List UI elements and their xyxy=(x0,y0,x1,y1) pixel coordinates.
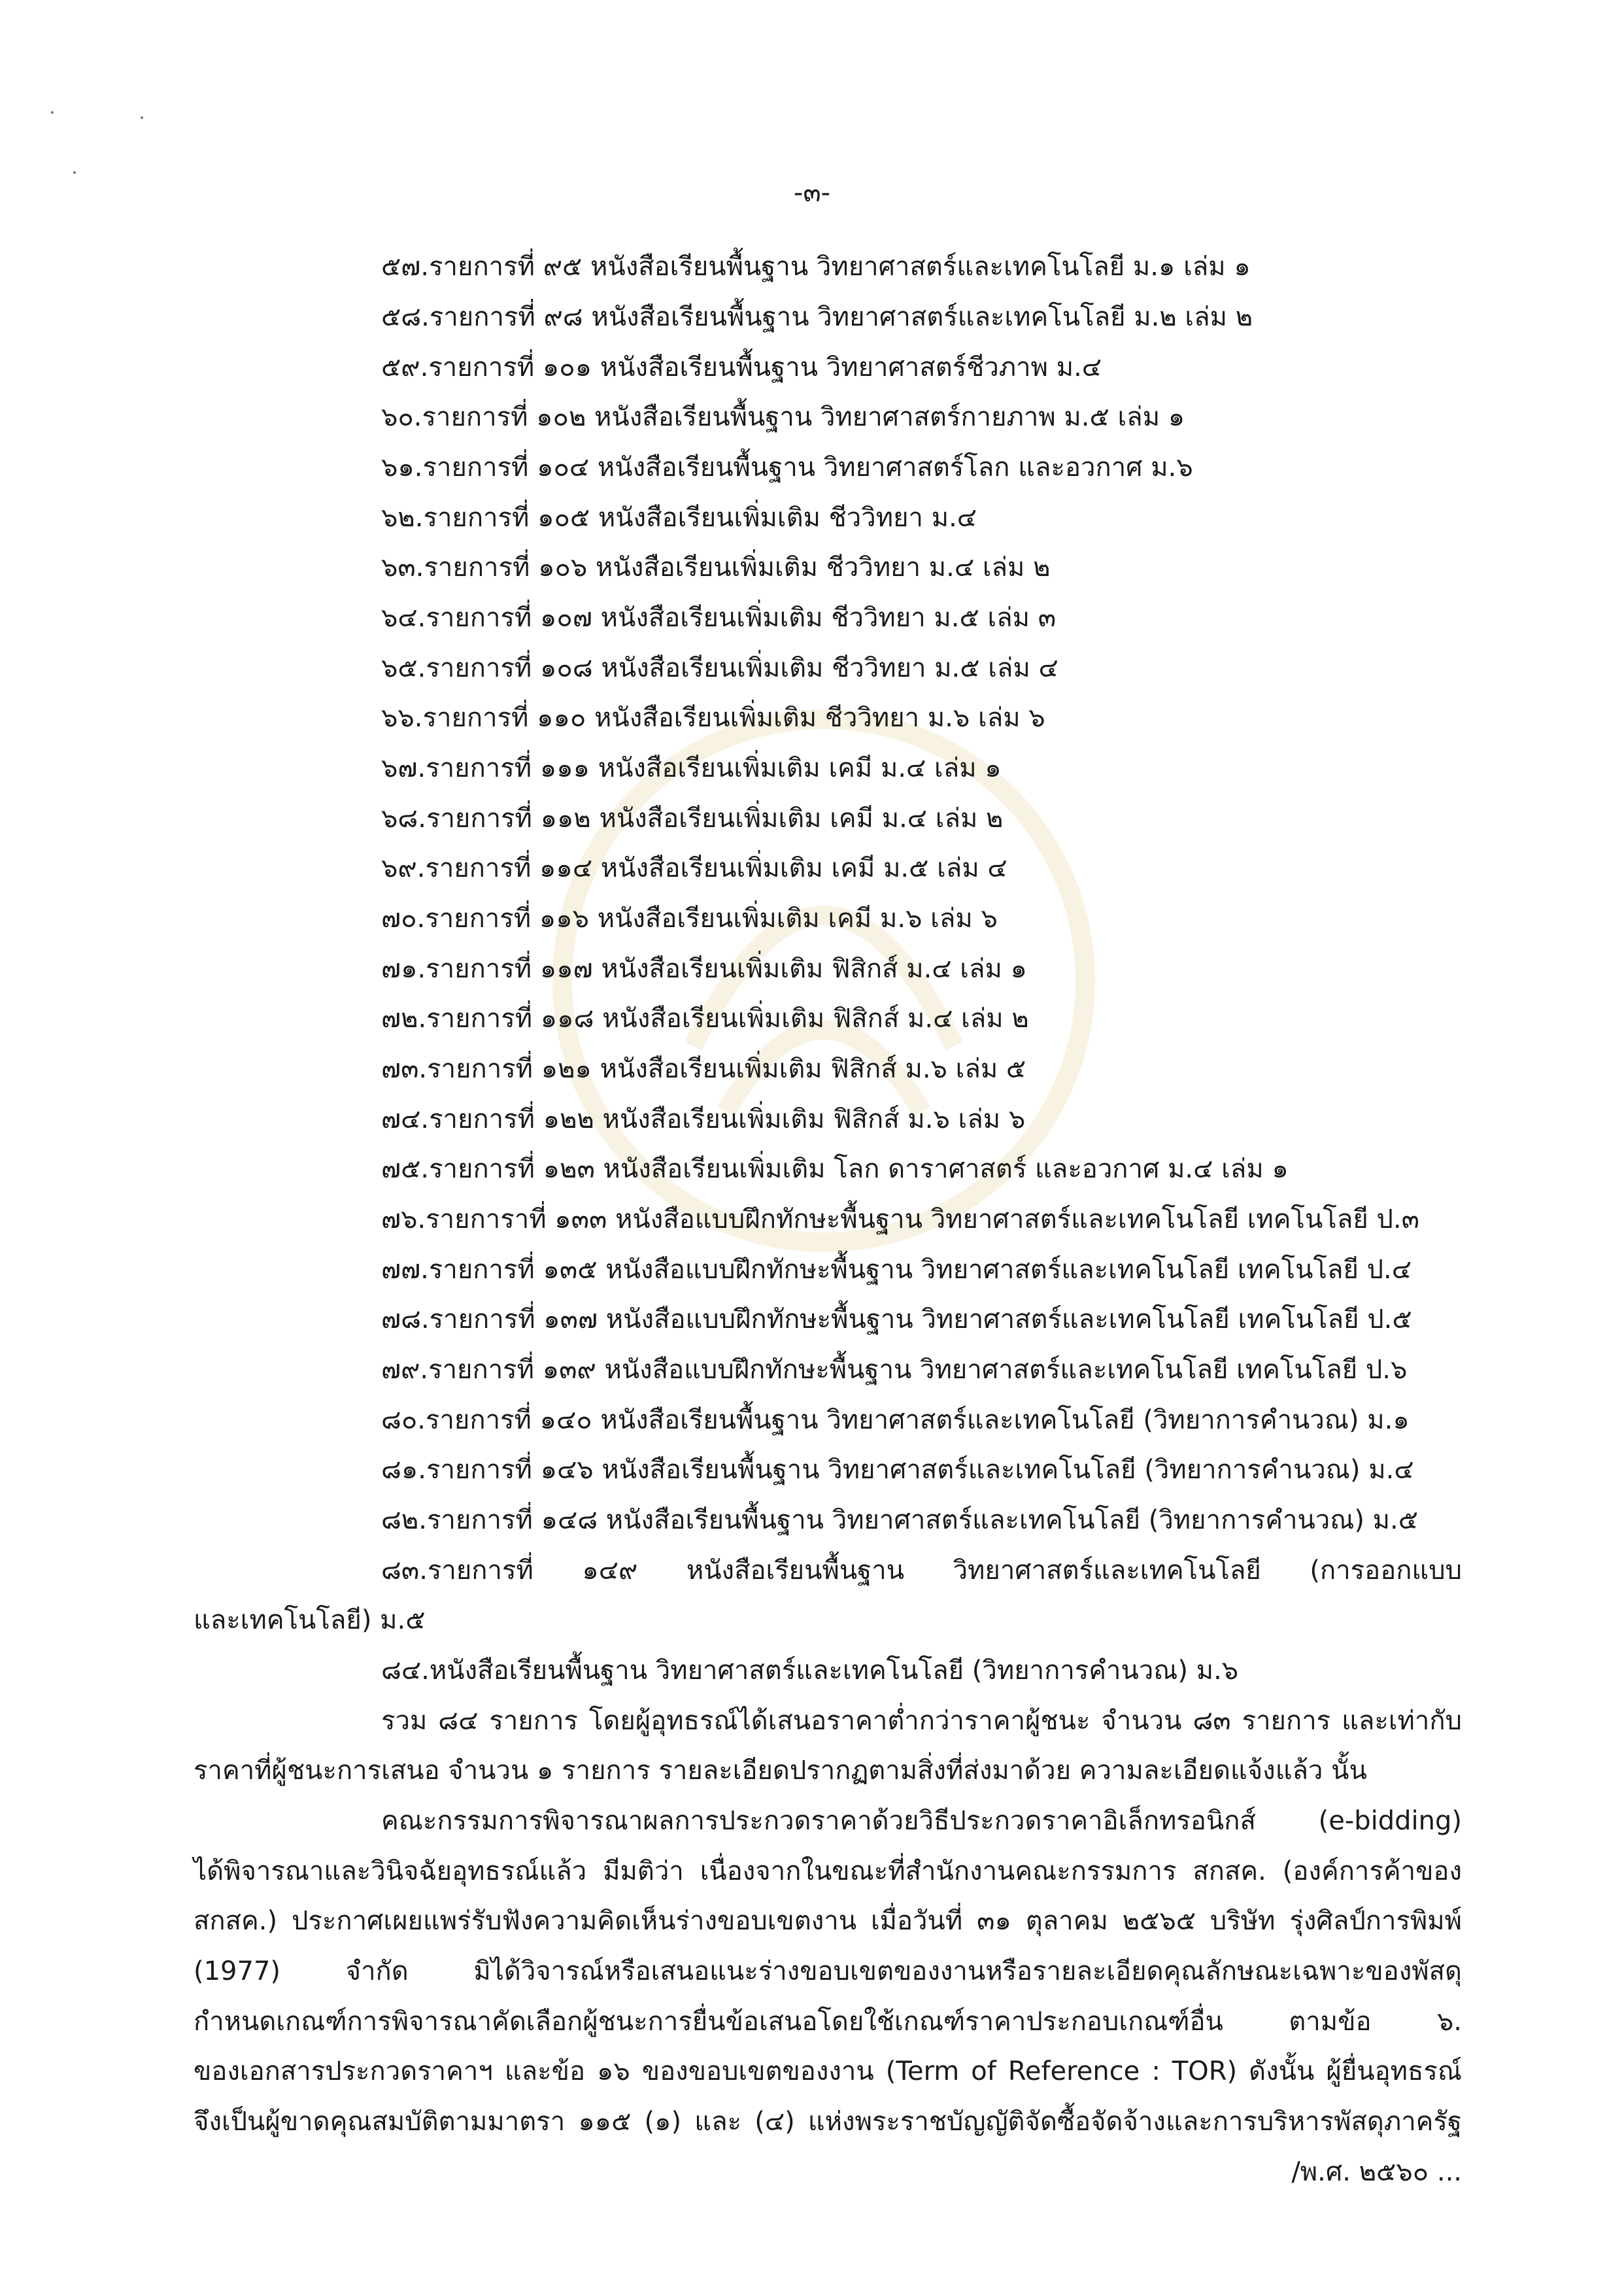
list-item: ๖๓.รายการที่ ๑๐๖ หนังสือเรียนเพิ่มเติม ชีววิทยา ม.๔ เล่ม ๒ xyxy=(381,552,1051,583)
list-item: ๘๐.รายการที่ ๑๔๐ หนังสือเรียนพื้นฐาน วิทยาศาสตร์และเทคโนโลยี (วิทยาการคำนวณ) ม.๑ xyxy=(381,1405,1410,1435)
list-item: ๗๐.รายการที่ ๑๑๖ หนังสือเรียนเพิ่มเติม เคมี ม.๖ เล่ม ๖ xyxy=(381,904,998,934)
decision-line: ของเอกสารประกวดราคาฯ และข้อ ๑๖ ของขอบเขตของงาน (Term of Reference : TOR) ดังนั้น ผู้ยื่นอุทธรณ์ xyxy=(194,2056,1462,2086)
list-item: ๗๕.รายการที่ ๑๒๓ หนังสือเรียนเพิ่มเติม โลก ดาราศาสตร์ และอวกาศ ม.๔ เล่ม ๑ xyxy=(381,1154,1289,1184)
list-item: ๗๔.รายการที่ ๑๒๒ หนังสือเรียนเพิ่มเติม ฟิสิกส์ ม.๖ เล่ม ๖ xyxy=(381,1104,1026,1134)
list-item: ๖๙.รายการที่ ๑๑๔ หนังสือเรียนเพิ่มเติม เคมี ม.๕ เล่ม ๔ xyxy=(381,853,1007,883)
decision-line: จึงเป็นผู้ขาดคุณสมบัติตามมาตรา ๑๑๕ (๑) และ (๔) แห่งพระราชบัญญัติจัดซื้อจัดจ้างและการบริหารพัสดุภาครัฐ xyxy=(194,2107,1462,2137)
scan-speck xyxy=(141,116,143,119)
list-item: ๖๗.รายการที่ ๑๑๑ หนังสือเรียนเพิ่มเติม เคมี ม.๔ เล่ม ๑ xyxy=(381,753,1002,783)
decision-line: กำหนดเกณฑ์การพิจารณาคัดเลือกผู้ชนะการยื่นข้อเสนอโดยใช้เกณฑ์ราคาประกอบเกณฑ์อื่น ตามข้อ ๖. xyxy=(194,2007,1462,2037)
list-item: ๗๑.รายการที่ ๑๑๗ หนังสือเรียนเพิ่มเติม ฟิสิกส์ ม.๔ เล่ม ๑ xyxy=(381,954,1027,984)
list-item: ๗๖.รายการาที่ ๑๓๓ หนังสือแบบฝึกทักษะพื้นฐาน วิทยาศาสตร์และเทคโนโลยี เทคโนโลยี ป.๓ xyxy=(381,1204,1419,1234)
list-item-84: ๘๔.หนังสือเรียนพื้นฐาน วิทยาศาสตร์และเทคโนโลยี (วิทยาการคำนวณ) ม.๖ xyxy=(381,1656,1239,1686)
list-item: ๘๑.รายการที่ ๑๔๖ หนังสือเรียนพื้นฐาน วิทยาศาสตร์และเทคโนโลยี (วิทยาการคำนวณ) ม.๔ xyxy=(381,1455,1414,1485)
list-item: ๖๒.รายการที่ ๑๐๕ หนังสือเรียนเพิ่มเติม ชีววิทยา ม.๔ xyxy=(381,503,977,533)
list-item: ๖๐.รายการที่ ๑๐๒ หนังสือเรียนพื้นฐาน วิทยาศาสตร์กายภาพ ม.๕ เล่ม ๑ xyxy=(381,402,1185,432)
list-item: ๖๕.รายการที่ ๑๐๘ หนังสือเรียนเพิ่มเติม ชีววิทยา ม.๕ เล่ม ๔ xyxy=(381,653,1058,683)
list-item: ๕๙.รายการที่ ๑๐๑ หนังสือเรียนพื้นฐาน วิทยาศาสตร์ชีวภาพ ม.๔ xyxy=(381,352,1102,382)
list-item: ๖๔.รายการที่ ๑๐๗ หนังสือเรียนเพิ่มเติม ชีววิทยา ม.๕ เล่ม ๓ xyxy=(381,603,1057,633)
summary-line: รวม ๘๔ รายการ โดยผู้อุทธรณ์ได้เสนอราคาต่ำกว่าราคาผู้ชนะ จำนวน ๘๓ รายการ และเท่ากับ xyxy=(381,1706,1462,1736)
list-item: ๗๒.รายการที่ ๑๑๘ หนังสือเรียนเพิ่มเติม ฟิสิกส์ ม.๔ เล่ม ๒ xyxy=(381,1004,1029,1034)
list-item: ๘๒.รายการที่ ๑๔๘ หนังสือเรียนพื้นฐาน วิทยาศาสตร์และเทคโนโลยี (วิทยาการคำนวณ) ม.๕ xyxy=(381,1505,1419,1535)
list-item-83-line2: และเทคโนโลยี) ม.๕ xyxy=(194,1605,426,1635)
list-item: ๕๗.รายการที่ ๙๕ หนังสือเรียนพื้นฐาน วิทยาศาสตร์และเทคโนโลยี ม.๑ เล่ม ๑ xyxy=(381,252,1251,282)
decision-line: คณะกรรมการพิจารณาผลการประกวดราคาด้วยวิธีประกวดราคาอิเล็กทรอนิกส์ (e-bidding) xyxy=(381,1806,1462,1836)
decision-line: สกสค.) ประกาศเผยแพร่รับฟังความคิดเห็นร่างขอบเขตงาน เมื่อวันที่ ๓๑ ตุลาคม ๒๕๖๕ บริษัท รุ่งศิลป์การพิมพ์ xyxy=(194,1906,1462,1936)
decision-line: (1977) จำกัด มิได้วิจารณ์หรือเสนอแนะร่างขอบเขตของงานหรือรายละเอียดคุณลักษณะเฉพาะของพัสดุ xyxy=(194,1956,1462,1986)
list-item: ๗๙.รายการที่ ๑๓๙ หนังสือแบบฝึกทักษะพื้นฐาน วิทยาศาสตร์และเทคโนโลยี เทคโนโลยี ป.๖ xyxy=(381,1355,1408,1385)
scan-speck xyxy=(51,111,54,114)
list-item: ๗๓.รายการที่ ๑๒๑ หนังสือเรียนเพิ่มเติม ฟิสิกส์ ม.๖ เล่ม ๕ xyxy=(381,1054,1026,1084)
list-item: ๖๖.รายการที่ ๑๑๐ หนังสือเรียนเพิ่มเติม ชีววิทยา ม.๖ เล่ม ๖ xyxy=(381,703,1045,733)
list-item: ๖๘.รายการที่ ๑๑๒ หนังสือเรียนเพิ่มเติม เคมี ม.๔ เล่ม ๒ xyxy=(381,804,1004,834)
list-item-83-line1: ๘๓.รายการที่ ๑๔๙ หนังสือเรียนพื้นฐาน วิทยาศาสตร์และเทคโนโลยี (การออกแบบ xyxy=(381,1555,1462,1586)
list-item: ๗๘.รายการที่ ๑๓๗ หนังสือแบบฝึกทักษะพื้นฐาน วิทยาศาสตร์และเทคโนโลยี เทคโนโลยี ป.๕ xyxy=(381,1304,1412,1334)
decision-line: ได้พิจารณาและวินิจฉัยอุทธรณ์แล้ว มีมติว่า เนื่องจากในขณะที่สำนักงานคณะกรรมการ สกสค. (องค์การค้าของ xyxy=(194,1856,1462,1886)
list-item: ๗๗.รายการที่ ๑๓๕ หนังสือแบบฝึกทักษะพื้นฐาน วิทยาศาสตร์และเทคโนโลยี เทคโนโลยี ป.๔ xyxy=(381,1255,1412,1285)
list-item: ๖๑.รายการที่ ๑๐๔ หนังสือเรียนพื้นฐาน วิทยาศาสตร์โลก และอวกาศ ม.๖ xyxy=(381,452,1193,483)
continuation-marker: /พ.ศ. ๒๕๖๐ ... xyxy=(1291,2157,1462,2187)
page-number: -๓- xyxy=(793,178,831,208)
list-item: ๕๘.รายการที่ ๙๘ หนังสือเรียนพื้นฐาน วิทยาศาสตร์และเทคโนโลยี ม.๒ เล่ม ๒ xyxy=(381,302,1253,332)
summary-line: ราคาที่ผู้ชนะการเสนอ จำนวน ๑ รายการ รายละเอียดปรากฏตามสิ่งที่ส่งมาด้วย ความละเอียดแจ้งแล้ว นั้น xyxy=(194,1756,1367,1786)
